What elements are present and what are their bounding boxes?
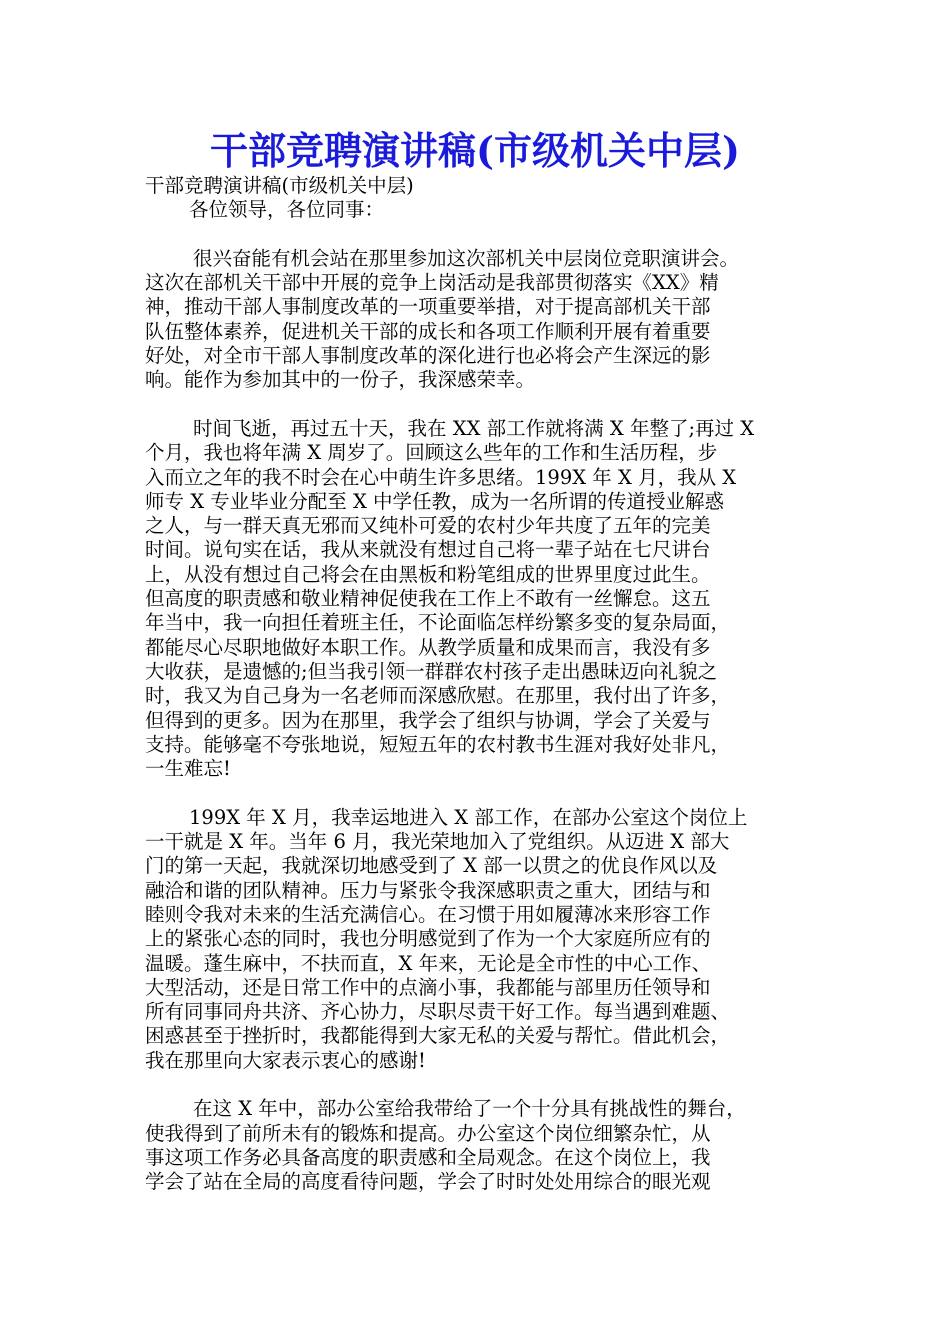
paragraph-line: 年当中，我一向担任着班主任，不论面临怎样纷繁多变的复杂局面， (145, 611, 731, 635)
paragraph-line: 199X 年 X 月，我幸运地进入 X 部工作，在部办公室这个岗位上 (189, 805, 748, 829)
paragraph-line: 队伍整体素养，促进机关干部的成长和各项工作顺利开展有着重要 (145, 319, 711, 343)
paragraph-line: 好处，对全市干部人事制度改革的深化进行也必将会产生深远的影 (145, 344, 711, 368)
paragraph-2 (145, 417, 825, 781)
document-body (145, 174, 825, 1194)
paragraph-line: 支持。能够毫不夸张地说，短短五年的农村教书生涯对我好处非凡， (145, 732, 731, 756)
paragraph-line: 在这 X 年中，部办公室给我带给了一个十分具有挑战性的舞台， (193, 1097, 746, 1121)
paragraph-line: 所有同事同舟共济、齐心协力，尽职尽责干好工作。每当遇到难题、 (145, 1000, 731, 1024)
paragraph-line: 大型活动，还是日常工作中的点滴小事，我都能与部里历任领导和 (145, 975, 711, 999)
paragraph-line: 之人，与一群天真无邪而又纯朴可爱的农村少年共度了五年的完美 (145, 514, 711, 538)
paragraph-line: 时间飞逝，再过五十天，我在 XX 部工作就将满 X 年整了;再过 X (193, 416, 755, 440)
paragraph-line: 使我得到了前所未有的锻炼和提高。办公室这个岗位细繁杂忙，从 (145, 1121, 711, 1145)
paragraph-line: 入而立之年的我不时会在心中萌生许多思绪。199X 年 X 月，我从 X (145, 465, 737, 489)
paragraph-line: 我在那里向大家表示衷心的感谢! (145, 1048, 426, 1072)
paragraph-line: 上的紧张心态的同时，我也分明感觉到了作为一个大家庭所应有的 (145, 927, 711, 951)
paragraph-line: 时间。说句实在话，我从来就没有想过自己将一辈子站在七尺讲台 (145, 538, 711, 562)
paragraph-line: 一干就是 X 年。当年 6 月，我光荣地加入了党组织。从迈进 X 部大 (145, 830, 730, 854)
paragraph-spacer (145, 1073, 825, 1097)
paragraph-line: 时，我又为自己身为一名老师而深感欣慰。在那里，我付出了许多， (145, 684, 731, 708)
paragraph-line: 神，推动干部人事制度改革的一项重要举措，对于提高部机关干部 (145, 295, 711, 319)
paragraph-line: 大收获，是遗憾的;但当我引领一群群农村孩子走出愚昧迈向礼貌之 (145, 659, 718, 683)
paragraph-line: 这次在部机关干部中开展的竞争上岗活动是我部贯彻落实《XX》精 (145, 271, 719, 295)
paragraph-spacer (145, 223, 825, 247)
paragraph-line: 上，从没有想过自己将会在由黑板和粉笔组成的世界里度过此生。 (145, 562, 711, 586)
paragraph-line: 事这项工作务必具备高度的职责感和全局观念。在这个岗位上，我 (145, 1145, 711, 1169)
paragraph-line: 门的第一天起，我就深切地感受到了 X 部一以贯之的优良作风以及 (145, 854, 718, 878)
paragraph-line: 但高度的职责感和敬业精神促使我在工作上不敢有一丝懈怠。这五 (145, 587, 711, 611)
document-title: 干部竞聘演讲稿(市级机关中层) (210, 128, 740, 173)
paragraph-3 (145, 806, 825, 1073)
paragraph-line: 融洽和谐的团队精神。压力与紧张令我深感职责之重大，团结与和 (145, 878, 711, 902)
paragraph-line: 师专 X 专业毕业分配至 X 中学任教，成为一名所谓的传道授业解惑 (145, 489, 725, 513)
paragraph-line: 但得到的更多。因为在那里，我学会了组织与协调，学会了关爱与 (145, 708, 711, 732)
paragraph-line: 学会了站在全局的高度看待问题，学会了时时处处用综合的眼光观 (145, 1170, 711, 1194)
paragraph-4 (145, 1097, 825, 1194)
paragraph-line: 很兴奋能有机会站在那里参加这次部机关中层岗位竞职演讲会。 (193, 246, 740, 270)
paragraph-line: 温暖。蓬生麻中，不扶而直，X 年来，无论是全市性的中心工作、 (145, 951, 712, 975)
paragraph-line: 响。能作为参加其中的一份子，我深感荣幸。 (145, 368, 536, 392)
paragraph-line: 都能尽心尽职地做好本职工作。从教学质量和成果而言，我没有多 (145, 635, 711, 659)
paragraph-1 (145, 247, 825, 393)
greeting: 各位领导，各位同事： (189, 198, 385, 222)
paragraph-line: 睦则令我对未来的生活充满信心。在习惯于用如履薄冰来形容工作 (145, 902, 711, 926)
paragraph-line: 困惑甚至于挫折时，我都能得到大家无私的关爱与帮忙。借此机会， (145, 1024, 731, 1048)
paragraph-line: 个月，我也将年满 X 周岁了。回顾这么些年的工作和生活历程，步 (145, 441, 718, 465)
paragraph-spacer (145, 393, 825, 417)
document-subtitle: 干部竞聘演讲稿(市级机关中层) (145, 174, 414, 197)
paragraph-spacer (145, 781, 825, 805)
paragraph-line: 一生难忘! (145, 757, 231, 781)
